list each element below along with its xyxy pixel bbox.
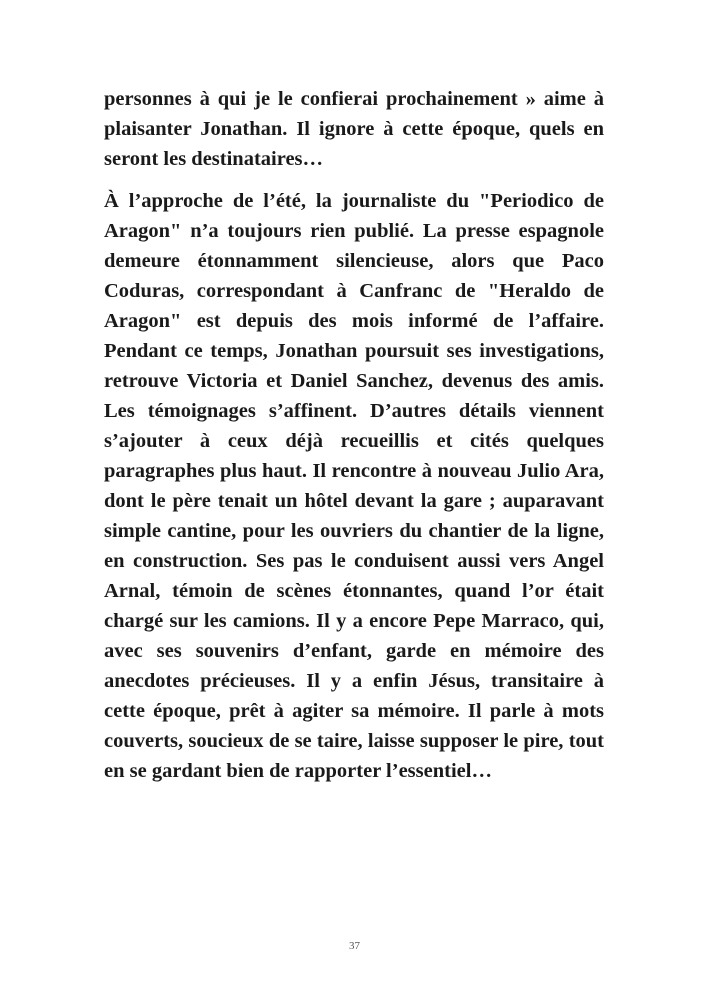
paragraph-2: À l’approche de l’été, la journaliste du "Periodico de Aragon" n’a toujours rien publié. La presse espagnole demeure étonnamment silencieuse, alors que Paco Coduras, correspondant à Canfranc de "Heraldo de Aragon" est depuis des mois informé de l’affaire. Pendant ce temps, Jonathan poursuit ses investigations, retrouve Victoria et Daniel Sanchez, devenus des amis. Les témoignages s’affinent. D’autres détails viennent s’ajouter à ceux déjà recueillis et cités quelques paragraphes plus haut. Il rencontre à nouveau Julio Ara, dont le père tenait un hôtel devant la gare ; auparavant simple cantine, pour les ouvriers du chantier de la ligne, en construction. Ses pas le conduisent aussi vers Angel Arnal, témoin de scènes étonnantes, quand l’or était chargé sur les camions. Il y a encore Pepe Marraco, qui, avec ses souvenirs d’enfant, garde en mémoire des anecdotes précieuses. Il y a enfin Jésus, transitaire à cette époque, prêt à agiter sa mémoire. Il parle à mots couverts, soucieux de se taire, laisse supposer le pire, tout en se gardant bien de rapporter l’essentiel…	[104, 190, 604, 782]
body-text	[104, 84, 604, 786]
paragraph-1: personnes à qui je le confierai prochainement » aime à plaisanter Jonathan. Il ignore à cette époque, quels en seront les destinataires…	[104, 88, 604, 170]
page-number: 37	[349, 940, 360, 952]
